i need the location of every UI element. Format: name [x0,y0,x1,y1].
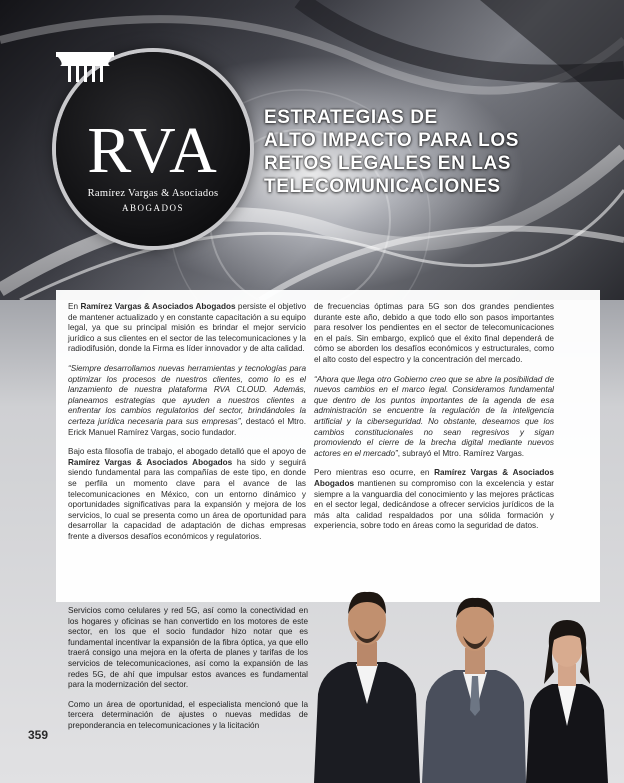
firm-logo [56,52,250,246]
article-column-left-lower [68,606,308,741]
text-run: mantienen su compromiso con la excelencia y estar siempre a la vanguardia del conocimiento y las mejores prácticas en el sector legal, dedicándose a ofrecer servicios jurídicos de la más alta calidad respaldados por una sólida formación y experiencia, sobre todo en áreas como la seguridad de datos. [314,478,554,531]
text-run: Como un área de oportunidad, el especialista mencionó que la tercera determinación de ajustes o nuevas medidas de preponderancia en telecomunicaciones y la licitación [68,699,308,730]
column-icon [56,52,114,82]
headline-line: RETOS LEGALES EN LAS [264,153,512,174]
text-run: persiste el objetivo de mantener actualizado y en constante capacitación a su equipo legal, ya que su principal misión es brindar el mejor servicio jurídico a sus clientes en el sector de las telecomunicaciones y la radiodifusión, donde la Firma es líder innovador y de alta calidad. [68,302,306,354]
text-run: Servicios como celulares y red 5G, así como la conectividad en los hogares y oficinas se han convertido en los motores de este sector, en los que el socio fundador hizo notar que es fundamental incentivar la expansión de la fibra óptica, ya que ello traerá consigo una mejora en la oferta de planes y tarifas de los servicios de telecomunicaciones, así como la expansión de las redes 5G, de ahí que impulsar estos avances es fundamental para la modernización del sector. [68,606,308,690]
headline-line: ESTRATEGIAS DE [264,107,438,128]
text-run: de frecuencias óptimas para 5G son dos grandes pendientes durante este año, debido a que todo ello son pasos importantes para resolver los pendientes en el sector de telecomunicaciones en el país. Sin embargo, explicó que el éxito final dependerá de cómo se aborden los desafíos económicos y estructurales, como el alto costo del espectro y la concentración del mercado. [314,302,554,364]
paragraph [68,606,308,691]
quote-text: “Ahora que llega otro Gobierno creo que se abre la posibilidad de nuevos cambios en el marco legal. Consideramos fundamental que dentro de los puntos importantes de la agenda de esa administración se encuentre la regulación de la inteligencia artificial y la ciberseguridad. No obstante, deseamos que los cambios constitucionales no sean regresivos y sigan promoviendo el cierre de la brecha digital mediante nuevos actores en el mercado” [314,374,554,458]
paragraph [314,468,554,532]
text-run-bold: Ramírez Vargas & Asociados Abogados [80,302,236,311]
article-column-left [68,302,306,551]
paragraph [68,447,306,542]
logo-monogram: RVA [87,114,219,187]
paragraph-quote [68,364,306,438]
text-run: ha sido y seguirá siendo fundamental para las compañías de este tipo, en donde se perfila un momento clave para el avance de las telecomunicaciones en México, con un entorno dinámico y oportunidades significativas para la expansión y mejora de los servicios, lo cual se presenta como un área de oportunidad para desarrollar la capacidad de adaptación de dichas empresas frente a diversos desafíos económicos y regulatorios. [68,457,306,541]
headline-line: ALTO IMPACTO PARA LOS [264,130,520,151]
hero-banner [0,0,624,300]
paragraph-quote [314,375,554,460]
paragraph [68,302,306,355]
text-run: Pero mientras eso ocurre, en [314,468,435,478]
text-run: , destacó el Mtro. Erick Manuel Ramírez Vargas, socio fundador. [68,416,306,437]
text-run-bold: Ramírez Vargas & Asociados Abogados [68,457,233,467]
partners-photo [300,576,624,783]
article-column-right [314,302,554,541]
person-center [422,598,526,783]
headline-line: TELECOMUNICACIONES [264,176,501,197]
page-number: 359 [28,728,49,742]
text-run: Bajo esta filosofía de trabajo, el abogado detalló que el apoyo de [68,447,306,457]
person-left [314,592,420,783]
article-headline [264,106,594,198]
text-run: , subrayó el Mtro. Ramírez Vargas. [397,448,525,458]
paragraph [68,700,308,732]
text-run: En [68,302,81,311]
paragraph [314,302,554,366]
logo-subtitle: ABOGADOS [121,203,184,213]
text-run-bold: Ramírez Vargas & Asociados Abogados [314,468,554,488]
quote-text: “Siempre desarrollamos nuevas herramientas y tecnologías para optimizar los procesos de nuestros clientes, como lo es el lanzamiento de nuestra plataforma RVA CLOUD. Además, planeamos estrategias que ayuden a nuestros clientes a enfrentar los cambios regulatorios del sector, brindándoles la certeza jurídica necesaria para sus empresas” [68,363,306,426]
logo-firm-name: Ramírez Vargas & Asociados [87,188,219,199]
person-right [526,620,608,783]
